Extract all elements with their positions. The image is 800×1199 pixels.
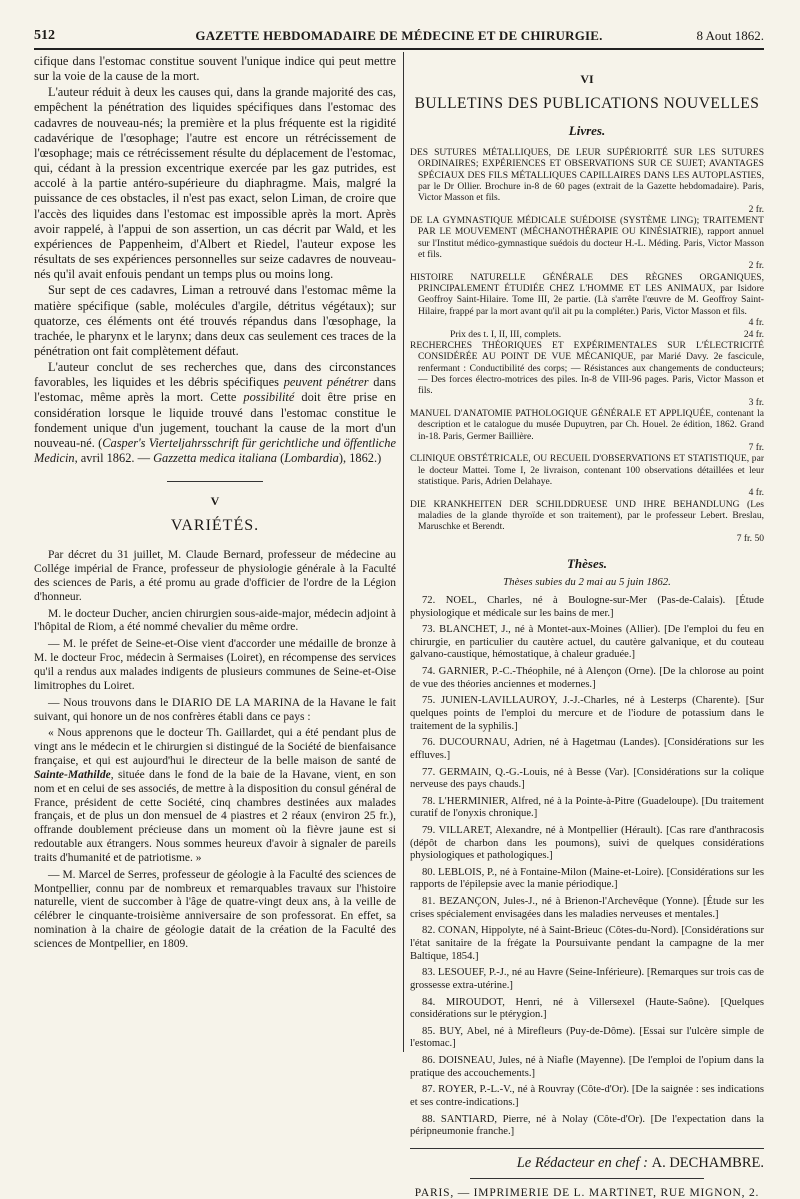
thesis-entry: 76. DUCOURNAU, Adrien, né à Hagetmau (Landes). [Considérations sur les effluves.] <box>410 737 764 761</box>
book-entry: DIE KRANKHEITEN DER SCHILDDRUESE UND IHRE BEHANDLUNG (Les maladies de la glande thyroïde et son traitement), par le professeur Lebert. Breslau, Maruschke et Berendt. 7 fr. 50 <box>410 498 764 544</box>
thesis-entry: 87. ROYER, P.-L.-V., né à Rouvray (Côte-d'Or). [De la saignée : ses indications et ses contre-indications.] <box>410 1084 764 1108</box>
varietes-section <box>34 549 396 952</box>
thesis-entry: 85. BUY, Abel, né à Mirefleurs (Puy-de-Dôme). [Essai sur l'ulcère simple de l'estomac.] <box>410 1025 764 1050</box>
book-entry: CLINIQUE OBSTÉTRICALE, OU RECUEIL D'OBSERVATIONS ET STATISTIQUE, par le docteur Mattei. Tome I, 2e livraison, contenant 100 observations détaillées et leur statistique. Paris, Adrien Delahaye. 4 fr. <box>410 453 764 499</box>
thesis-entry: 81. BEZANÇON, Jules-J., né à Brienon-l'Archevêque (Yonne). [Étude sur les crises spécialement envisagées dans les maladies nerveuses et mentales.] <box>410 896 764 920</box>
section-number: V <box>210 494 220 509</box>
book-entry: Prix des t. I, II, III, complets. 24 fr. <box>450 328 764 340</box>
imprint-rule <box>470 1178 704 1179</box>
closing-rule <box>410 1148 764 1149</box>
thesis-entry: 72. NOEL, Charles, né à Boulogne-sur-Mer (Pas-de-Calais). [Étude physiologique et médicale sur les bains de mer.] <box>410 595 764 619</box>
issue-date: 8 Aout 1862. <box>696 28 764 43</box>
book-entry: DES SUTURES MÉTALLIQUES, DE LEUR SUPÉRIORITÉ SUR LES SUTURES ORDINAIRES; EXPÉRIENCES ET OBSERVATIONS SUR CE SUJET; AVANTAGES SPÉCIAUX DES FILS MÉTALLIQUES CAPILLAIRES DANS LES AUTOPLASTIES, par le Dr Ollier. Brochure in-8 de 60 pages (extrait de la Gazette hebdomadaire). Paris, Victor Masson et fils. 2 fr. <box>410 147 764 215</box>
subsection-heading: Livres. <box>568 123 606 138</box>
left-column <box>34 54 396 955</box>
thesis-entry: 79. VILLARET, Alexandre, né à Montpellier (Hérault). [Cas rare d'anthracosis (dépôt de charbon dans les poumons), suivi de quelques considérations physiologiques et pathologiques.] <box>410 825 764 862</box>
subsection-heading: Thèses. <box>566 556 608 572</box>
section-title: VARIÉTÉS. <box>170 517 260 535</box>
thesis-entry: 88. SANTIARD, Pierre, né à Nolay (Côte-d'Or). [De l'expectation dans la péripneumonie franche.] <box>410 1113 764 1138</box>
quoted-item: « Nous apprenons que le docteur Th. Gaillardet, qui a été pendant plus de vingt ans le médecin et le chirurgien si distingué de la Société de bienfaisance française, et qui est aujourd'hui le directeur de la belle maison de santé de Sainte-Mathilde, située dans le fond de la baie de la Havane, vient, en son nom et en celui de ses associés, de mettre à la disposition du consul général de France, président de cette Société, cinq chambres destinées aux malades français, et de plus un don mensuel de 4 piastres et 2 réaux (environ 25 fr.), offrande doublement précieuse dans un moment où la fièvre jaune est si redoutable aux étrangers. Nous sommes heureux d'avoir à signaler de pareils traits d'humanité et de patriotisme. » <box>34 727 396 864</box>
book-entry: DE LA GYMNASTIQUE MÉDICALE SUÉDOISE (SYSTÈME LING); TRAITEMENT PAR LE MOUVEMENT (MÉCHANOTHÉRAPIE OU KINÉSIATRIE), rapport annuel sur l'Institut médico-gymnastique suédois du docteur H.-L. Méding. Paris, Victor Masson et fils. 2 fr. <box>410 215 764 272</box>
thesis-entry: 73. BLANCHET, J., né à Montet-aux-Moines (Allier). [De l'emploi du feu en chirurgie, en particulier du cautère actuel, du cautère galvanique, et du couteau galvano-caustique, hémostatique, à chaleur graduée.] <box>410 624 764 661</box>
book-entry: MANUEL D'ANATOMIE PATHOLOGIQUE GÉNÉRALE ET APPLIQUÉE, contenant la description et le catalogue du musée Dupuytren, par Ch. Houel. 2e édition, 1862. Grand in-18. Paris, Germer Baillière. 7 fr. <box>410 407 764 453</box>
printer-imprint: PARIS, — IMPRIMERIE DE L. MARTINET, RUE MIGNON, 2. <box>414 1186 760 1199</box>
paragraph: L'auteur réduit à deux les causes qui, dans la grande majorité des cas, empêchent la pénétration des liquides spécifiques dans l'estomac des cadavres de nouveau-nés; la première et la plus fréquente est la rigidité cadavérique de l'œsophage; l'autre est encore un rétrécissement de l'œsophage; mais ce rétrécissement résulte du déplacement de l'estomac, qui, cédant à la pression excentrique exercée par les gaz putrides, est accolé à la partie antéro-supérieure du diaphragme. Mais, malgré la puissance de ces obstacles, il n'est pas exact, selon Liman, de croire que l'accès des liquides dans l'estomac est impossible après la mort. Après avoir rappelé, à l'appui de son assertion, un cas décrit par Wald, et les expériences de Pappenheim, d'Albert et Riedel, l'auteur expose les résultats de ses expériences personnelles sur seize cadavres de nouveau-nés qu'il avait enfouis pendant un temps plus ou moins long. <box>34 85 396 282</box>
page-header <box>34 28 764 46</box>
right-column <box>410 54 764 1199</box>
book-entry: RECHERCHES THÉORIQUES ET EXPÉRIMENTALES SUR L'ÉLECTRICITÉ CONSIDÉRÉE AU POINT DE VUE MÉCANIQUE, par Marié Davy. 2e fascicule, renfermant : Conductibilité des corps; — Résistances aux changements de conducteurs; — Des forces électro-motrices des piles. In-8 de VIII-96 pages. Paris, Victor Masson et fils. 3 fr. <box>410 339 764 408</box>
news-item: — M. le préfet de Seine-et-Oise vient d'accorder une médaille de bronze à M. le docteur Froc, médecin à Sermaises (Loiret), en récompense des services qu'il a rendus aux malades indigents de plusieurs communes de Seine-et-Oise limitrophes du Loiret. <box>34 638 396 692</box>
thesis-entry: 86. DOISNEAU, Jules, né à Niafle (Mayenne). [De l'emploi de l'opium dans la pratique des accouchements.] <box>410 1055 764 1079</box>
section-separator <box>167 481 263 482</box>
section-title: BULLETINS DES PUBLICATIONS NOUVELLES <box>414 95 760 112</box>
editor-signature: Le Rédacteur en chef : A. DECHAMBRE. <box>516 1154 764 1171</box>
book-list <box>410 147 764 544</box>
column-divider <box>403 52 404 1052</box>
thesis-entry: 75. JUNIEN-LAVILLAUROY, J.-J.-Charles, né à Lesterps (Charente). [Sur quelques points de l'emploi du mercure et de l'iodure de potassium dans le traitement de la syphilis.] <box>410 695 764 732</box>
thesis-entry: 74. GARNIER, P.-C.-Théophile, né à Alençon (Orne). [De la chlorose au point de vue des théories anciennes et modernes.] <box>410 666 764 690</box>
thesis-entry: 80. LEBLOIS, P., né à Fontaine-Milon (Maine-et-Loire). [Considérations sur les rapports de l'épilepsie avec la manie périodique.] <box>410 866 764 891</box>
news-item: M. le docteur Ducher, ancien chirurgien sous-aide-major, médecin adjoint à l'hôpital de Riom, a été nommé chevalier du même ordre. <box>34 607 396 634</box>
paragraph: cifique dans l'estomac constitue souvent l'unique indice qui peut mettre sur la voie de la cause de la mort. <box>34 54 396 84</box>
thesis-entry: 82. CONAN, Hippolyte, né à Saint-Brieuc (Côtes-du-Nord). [Considérations sur l'état sanitaire de la frégate la Poursuivante pendant la campagne de la mer Baltique, 1854.] <box>410 925 764 962</box>
book-entry: HISTOIRE NATURELLE GÉNÉRALE DES RÈGNES ORGANIQUES, PRINCIPALEMENT ÉTUDIÉE CHEZ L'HOMME ET LES ANIMAUX, par Isidore Geoffroy Saint-Hilaire. Tome III, 2e partie. (Là s'arrête l'œuvre de M. Geoffroy Saint-Hilaire, frappé par la mort avant qu'il ait pu la compléter.) Paris, Victor Masson et fils. 4 fr. <box>410 271 764 329</box>
theses-section <box>410 556 764 1139</box>
news-item: — Nous trouvons dans le DIARIO DE LA MARINA de la Havane le fait suivant, qui honore un de nos confrères établi dans ce pays : <box>34 696 396 723</box>
paragraph-conclusion: L'auteur conclut de ses recherches que, dans des circonstances favorables, les liquides et les débris spécifiques peuvent pénétrer dans l'estomac, même après la mort. Cette possibilité doit être prise en considération lorsque le liquide trouvé dans l'estomac constitue le fondement unique d'un jugement, touchant la cause de la mort d'un nouveau-né. (Casper's Vierteljahrsschrift für gerichtliche und öffentliche Medicin, avril 1862. — Gazzetta medica italiana (Lombardia), 1862.) <box>34 360 397 466</box>
thesis-entry: 77. GERMAIN, Q.-G.-Louis, né à Besse (Var). [Considérations sur la colique nerveuse des pays chauds.] <box>410 766 764 791</box>
paragraph: Sur sept de ces cadavres, Liman a retrouvé dans l'estomac même la matière spécifique (sable, molécules d'argile, détritus végétaux); sur quatorze, ces éléments ont été trouvés répandus dans l'œsophage, la trachée, le pharynx et le larynx; dans deux cas seulement ces traces de la pénétration ont fait complètement défaut. <box>34 283 396 358</box>
header-rule <box>34 48 764 50</box>
thesis-entry: 78. L'HERMINIER, Alfred, né à la Pointe-à-Pitre (Guadeloupe). [Du traitement curatif de l'onyxis chronique.] <box>410 795 764 820</box>
news-item: Par décret du 31 juillet, M. Claude Bernard, professeur de médecine au Collége impérial de France, professeur de physiologie générale à la Faculté des sciences de Paris, a été promu au grade d'officier de l'ordre de la Légion d'honneur. <box>34 549 396 603</box>
journal-title: GAZETTE HEBDOMADAIRE DE MÉDECINE ET DE CHIRURGIE. <box>195 28 603 43</box>
theses-date-range: Thèses subies du 2 mai au 5 juin 1862. <box>503 576 671 589</box>
news-item: — M. Marcel de Serres, professeur de géologie à la Faculté des sciences de Montpellier, connu par de nombreux et remarquables travaux sur l'histoire naturelle, vient de succomber à l'âge de quatre-vingt deux ans, à la veille de célébrer le cinquante-troisième anniversaire de son professorat. En effet, sa nomination à la chaire de géologie datait de la création de la Faculté des sciences de Montpellier, en 1809. <box>34 868 396 950</box>
page-number: 512 <box>34 28 55 43</box>
thesis-entry: 84. MIROUDOT, Henri, né à Villersexel (Haute-Saône). [Quelques considérations sur le ptérygion.] <box>410 996 764 1021</box>
section-number: VI <box>580 72 594 86</box>
thesis-entry: 83. LESOUEF, P.-J., né au Havre (Seine-Inférieure). [Remarques sur trois cas de grossesse extra-utérine.] <box>410 967 764 991</box>
